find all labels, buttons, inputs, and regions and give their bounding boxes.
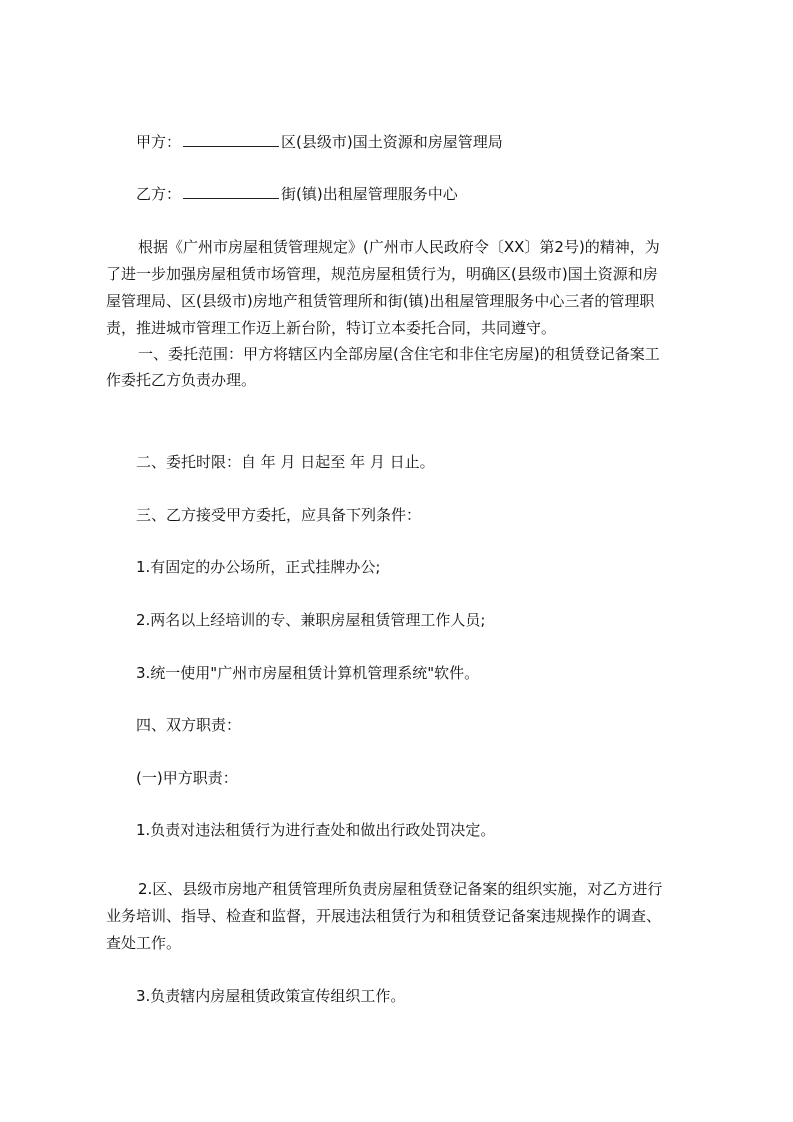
party-a-duties-heading: (一)甲方职责： [136,769,238,787]
duty-3: 3.负责辖内房屋租赁政策宣传组织工作。 [136,987,406,1005]
clause-2: 二、委托时限：自 年 月 日起至 年 月 日止。 [136,453,435,471]
duty-1: 1.负责对违法租赁行为进行查处和做出行政处罚决定。 [136,821,496,839]
party-b-suffix: 街(镇)出租屋管理服务中心 [281,185,458,203]
clause-4: 四、双方职责： [136,716,242,734]
clause-1-line: 作委托乙方负责办理。 [106,371,257,389]
condition-1: 1.有固定的办公场所，正式挂牌办公; [136,558,381,576]
party-b-blank [183,184,279,199]
duty-2-line: 查处工作。 [106,934,182,952]
preamble-line: 屋管理局、区(县级市)房地产租赁管理所和街(镇)出租屋管理服务中心三者的管理职 [106,292,655,310]
party-b-label: 乙方： [136,185,182,203]
clause-1-line: 一、委托范围：甲方将辖区内全部房屋(含住宅和非住宅房屋)的租赁登记备案工 [138,345,660,363]
preamble-line: 根据《广州市房屋租赁管理规定》(广州市人民政府令〔XX〕第2号)的精神，为 [138,238,660,256]
condition-3: 3.统一使用"广州市房屋租赁计算机管理系统"软件。 [136,664,480,682]
clause-3: 三、乙方接受甲方委托，应具备下列条件： [136,506,422,524]
party-a-suffix: 区(县级市)国土资源和房屋管理局 [281,133,503,151]
duty-2-line: 2.区、县级市房地产租赁管理所负责房屋租赁登记备案的组织实施，对乙方进行 [138,880,663,898]
condition-2: 2.两名以上经培训的专、兼职房屋租赁管理工作人员; [136,611,486,629]
preamble-line: 了进一步加强房屋租赁市场管理，规范房屋租赁行为，明确区(县级市)国土资源和房 [106,265,658,283]
party-a-blank [183,132,279,147]
party-b-line [136,181,736,207]
preamble-line: 责，推进城市管理工作迈上新台阶，特订立本委托合同，共同遵守。 [106,319,557,337]
party-a-line [136,129,736,155]
party-a-label: 甲方： [136,133,182,151]
duty-2-line: 业务培训、指导、检查和监督，开展违法租赁行为和租赁登记备案违规操作的调查、 [106,907,662,925]
